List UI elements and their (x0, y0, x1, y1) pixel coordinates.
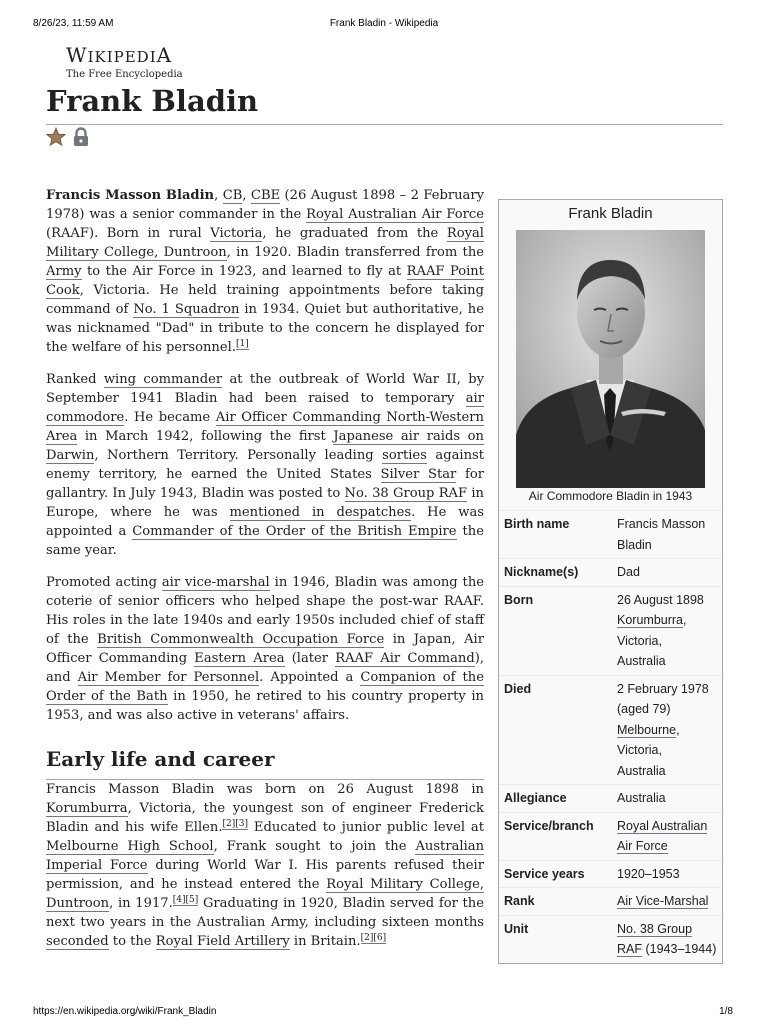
wiki-link[interactable]: wing commander (103, 372, 223, 387)
wiki-link[interactable]: Commander of the Order of the British Empire (132, 524, 457, 539)
print-footer (0, 1004, 768, 1024)
wiki-link[interactable]: Royal Field Artillery (155, 934, 290, 949)
wiki-link[interactable]: Royal Australian Air Force (617, 818, 708, 853)
infobox-value: 2 February 1978 (aged 79) Melbourne, Victoria, Australia (613, 675, 722, 785)
photo-caption: Air Commodore Bladin in 1943 (528, 489, 693, 503)
wiki-link[interactable]: No. 38 Group RAF (617, 921, 693, 956)
infobox-label: Service/branch (499, 812, 613, 860)
wiki-link[interactable]: No. 38 Group RAF (344, 486, 468, 501)
infobox-row (499, 812, 722, 860)
title-divider (46, 124, 723, 125)
infobox-row (499, 785, 722, 813)
wiki-link[interactable]: Silver Star (380, 467, 457, 482)
citation-link[interactable]: [4] (172, 894, 186, 905)
wiki-link[interactable]: Korumburra (617, 613, 683, 627)
wiki-link[interactable]: British Commonwealth Occupation Force (97, 632, 385, 647)
page-status-icons (46, 127, 90, 147)
infobox-table (499, 510, 722, 963)
wiki-link[interactable]: air commodore (46, 391, 484, 425)
infobox-label: Rank (499, 888, 613, 916)
infobox (498, 199, 723, 964)
wikipedia-logo[interactable] (66, 43, 183, 81)
print-datetime: 8/26/23, 11:59 AM (33, 18, 114, 29)
wiki-link[interactable]: Companion of the Order of the Bath (46, 670, 484, 704)
article-body (46, 186, 484, 964)
infobox-label: Died (499, 675, 613, 785)
wikipedia-wordmark: WIKIPEDIA (66, 43, 173, 67)
infobox-value: Australia (613, 785, 722, 813)
portrait-photo[interactable] (516, 230, 705, 488)
citation-link[interactable]: [1] (235, 338, 249, 349)
wiki-link[interactable]: Melbourne (617, 722, 677, 737)
wiki-link[interactable]: No. 1 Squadron (133, 302, 240, 317)
print-page-number: 1/8 (719, 1006, 733, 1017)
infobox-row (499, 511, 722, 559)
wiki-link[interactable]: Royal Australian Air Force (306, 207, 484, 222)
wiki-link[interactable]: seconded (46, 934, 109, 949)
wiki-link[interactable]: RAAF Air Command (335, 651, 475, 666)
wiki-link[interactable]: air vice-marshal (161, 575, 270, 590)
wiki-link[interactable]: Eastern Area (194, 651, 285, 666)
wiki-link[interactable]: CBE (250, 188, 281, 203)
citation-link[interactable]: [2] (360, 932, 374, 943)
wiki-link[interactable]: RAAF Point Cook (46, 264, 485, 298)
infobox-row (499, 586, 722, 675)
infobox-label: Service years (499, 860, 613, 888)
citation-link[interactable]: [6] (373, 932, 387, 943)
section-paragraph: Francis Masson Bladin was born on 26 August 1898 in Korumburra, Victoria, the youngest son of engineer Frederick Bladin and his wife Ellen.[2][3] Educated to junior public level at Melbourne High School, Frank sought to join the Australian Imperial Force during World War I. His parents refused their permission, and he instead entered the Royal Military College, Duntroon, in 1917.[4][5] Graduating in 1920, Bladin served for the next two years in the Australian Army, including sixteen months seconded to the Royal Field Artillery in Britain.[2][6] (46, 782, 485, 949)
infobox-value (613, 812, 722, 860)
infobox-title: Frank Bladin (568, 205, 653, 222)
print-header (0, 0, 768, 29)
infobox-label: Allegiance (499, 785, 613, 813)
infobox-row (499, 675, 722, 785)
infobox-row (499, 559, 722, 587)
featured-star-icon[interactable] (46, 127, 66, 147)
lead-paragraph: Ranked wing commander at the outbreak of World War II, by September 1941 Bladin had been raised to temporary air commodore. He became Air Officer Commanding North-Western Area in March 1942, following the first Japanese air raids on Darwin, Northern Territory. Personally leading sorties against enemy territory, he earned the United States Silver Star for gallantry. In July 1943, Bladin was posted to No. 38 Group RAF in Europe, where he was mentioned in despatches. He was appointed a Commander of the Order of the British Empire the same year. (46, 372, 485, 558)
citation-link[interactable]: [5] (185, 894, 199, 905)
infobox-label: Born (499, 586, 613, 675)
infobox-value: Dad (613, 559, 722, 587)
subject-name: Francis Masson Bladin (46, 188, 215, 203)
wiki-link[interactable]: Melbourne High School (46, 839, 214, 854)
lead-paragraph: Francis Masson Bladin, CB, CBE (26 August 1898 – 2 February 1978) was a senior commander in the Royal Australian Air Force (RAAF). Born in rural Victoria, he graduated from the Royal Military College, Duntroon, in 1920. Bladin transferred from the Army to the Air Force in 1923, and learned to fly at RAAF Point Cook, Victoria. He held training appointments before taking command of No. 1 Squadron in 1934. Quiet but authoritative, he was nicknamed "Dad" in tribute to the concern he displayed for the welfare of his personnel.[1] (46, 188, 485, 355)
wiki-link[interactable]: Victoria (210, 226, 263, 241)
wiki-link[interactable]: Army (46, 264, 82, 279)
wiki-link[interactable]: Japanese air raids on Darwin (46, 429, 484, 463)
infobox-row (499, 915, 722, 963)
section-heading-early-life: Early life and career (46, 745, 484, 780)
lead-paragraph: Promoted acting air vice-marshal in 1946, Bladin was among the coterie of senior officers who helped shape the post-war RAAF. His roles in the late 1940s and early 1950s included chief of staff of the British Commonwealth Occupation Force in Japan, Air Officer Commanding Eastern Area (later RAAF Air Command), and Air Member for Personnel. Appointed a Companion of the Order of the Bath in 1950, he retired to his country property in 1953, and was also active in veterans' affairs. (46, 575, 485, 723)
wiki-link[interactable]: mentioned in despatches (229, 505, 412, 520)
citation-link[interactable]: [3] (235, 818, 248, 829)
wiki-link[interactable]: sorties (382, 448, 427, 463)
page-title: Frank Bladin (46, 84, 259, 118)
infobox-value: 26 August 1898 Korumburra, Victoria, Australia (613, 586, 722, 675)
wiki-link[interactable]: Royal Military College, Duntroon (46, 877, 484, 911)
print-title: Frank Bladin - Wikipedia (329, 18, 439, 29)
lock-icon[interactable] (72, 127, 90, 147)
wiki-link[interactable]: CB (222, 188, 243, 203)
infobox-value: 1920–1953 (613, 860, 722, 888)
wiki-link[interactable]: Air Vice-Marshal (617, 894, 709, 908)
wiki-link[interactable]: Royal Military College, Duntroon (46, 226, 484, 260)
wiki-link[interactable]: Korumburra (46, 801, 128, 816)
wikipedia-tagline: The Free Encyclopedia (66, 69, 183, 80)
citation-link[interactable]: [2] (222, 818, 236, 829)
print-url: https://en.wikipedia.org/wiki/Frank_Bladin (33, 1006, 217, 1017)
infobox-label: Unit (499, 915, 613, 963)
infobox-value (613, 888, 722, 916)
infobox-label: Birth name (499, 511, 613, 559)
infobox-value: No. 38 Group RAF (1943–1944) (613, 915, 722, 963)
infobox-label: Nickname(s) (499, 559, 613, 587)
wiki-link[interactable]: Air Officer Commanding North-Western Area (46, 410, 484, 444)
wiki-link[interactable]: Australian Imperial Force (46, 839, 485, 873)
infobox-row (499, 860, 722, 888)
wiki-link[interactable]: Air Member for Personnel (77, 670, 260, 685)
infobox-value: Francis Masson Bladin (613, 511, 722, 559)
infobox-row (499, 888, 722, 916)
